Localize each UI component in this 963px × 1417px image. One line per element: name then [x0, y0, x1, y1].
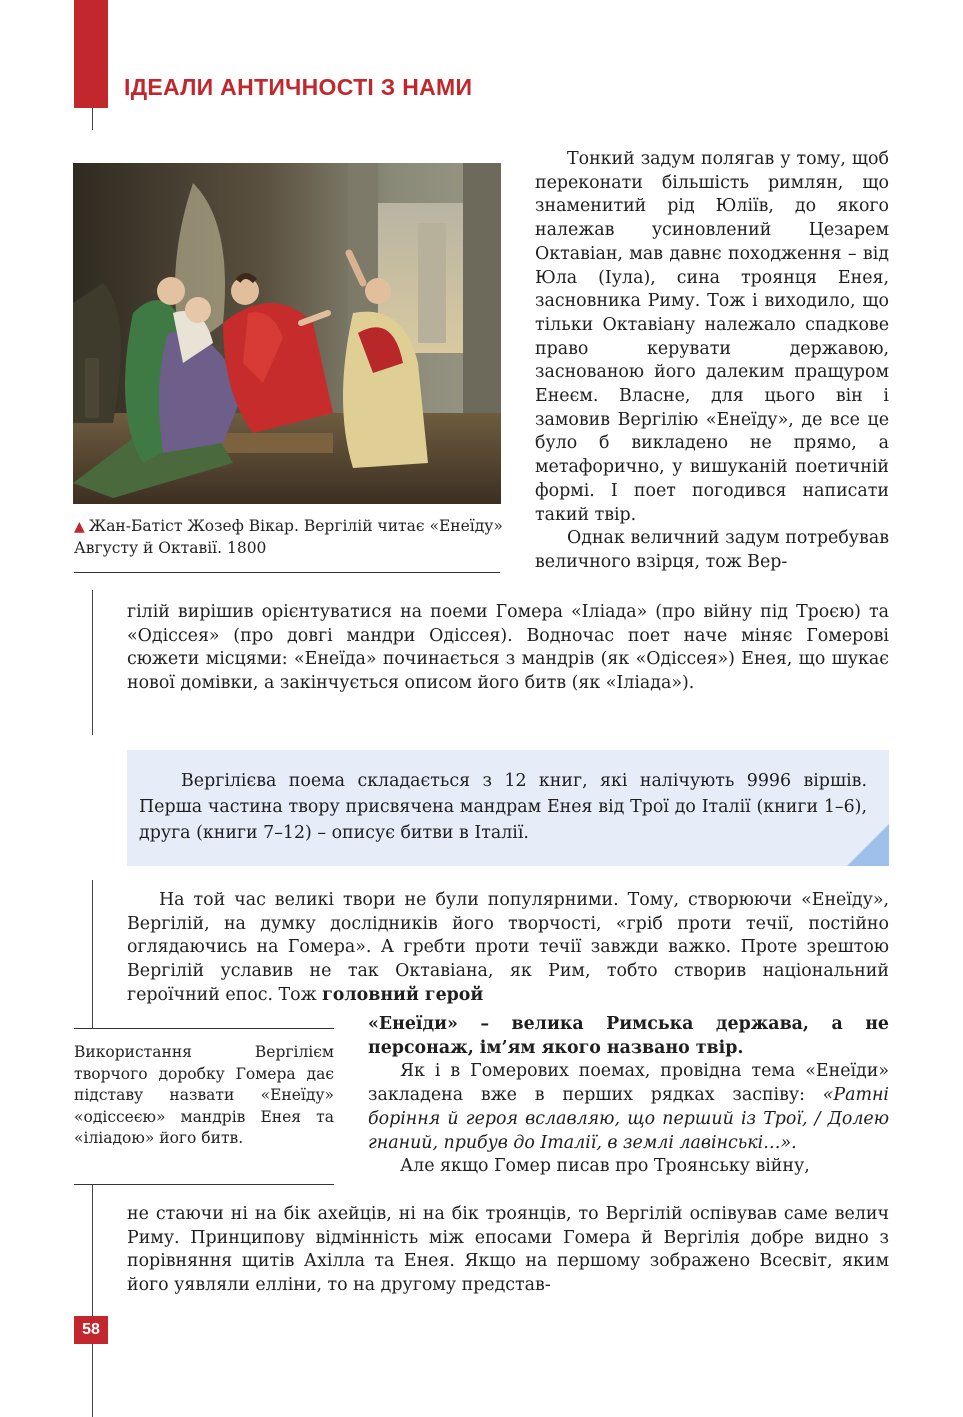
- paragraph-text: Як і в Гомерових поемах, провідна тема «Енеїди» закладена вже в перших рядках заспіву:: [368, 1061, 889, 1106]
- caption-text: Жан-Батіст Жозеф Вікар. Вергілій читає «Енеїду» Августу й Октавії. 1800: [74, 517, 503, 557]
- header-accent-bar: [74, 0, 108, 108]
- paragraph-start: Однак величний задум потребував величного взірця, тож Вер-: [535, 528, 889, 572]
- paragraph-text: На той час великі твори не були популярними. Тому, створюючи «Енеїду», Вергілій, на думку дослідників його творчості, «гріб проти течії, постійно оглядаючись на Гомера». А гребти проти течії завжди важко. Проте зрештою Вергілій уславив не так Октавіана, як Рим, тобто створив національний героїчний епос. Тож: [127, 890, 889, 1005]
- margin-rule: [92, 108, 93, 130]
- paragraph-start: Але якщо Гомер писав про Троянську війну,: [400, 1156, 810, 1177]
- margin-rule: [92, 1344, 93, 1417]
- paragraph-continuation: гілій вирішив орієнтуватися на поеми Гомера «Іліада» (про війну під Троєю) та «Одіссея» (про довгі мандри Одіссея). Водночас поет наче міняє Гомерові сюжети місцями: «Енеїда» починається з мандрів (як «Одіссея») Енея, що шукає нової домівки, а закінчується описом його битв (як «Іліада»).: [127, 602, 889, 694]
- section-title: ІДЕАЛИ АНТИЧНОСТІ З НАМИ: [124, 74, 473, 100]
- right-column-text: [368, 1013, 889, 1179]
- margin-rule: [92, 880, 93, 1028]
- sidenote-rule: [74, 1184, 334, 1185]
- right-column-text: [535, 148, 889, 575]
- bold-emphasis: «Енеїди» – велика Римська держава, а не персонаж, ім’ям якого названо твір.: [368, 1014, 889, 1058]
- margin-rule: [92, 1184, 93, 1316]
- caption-rule: [74, 572, 500, 573]
- page-number: 58: [74, 1316, 108, 1344]
- margin-rule: [92, 590, 93, 735]
- info-box: [127, 750, 889, 866]
- painting-illustration: [73, 163, 501, 504]
- bold-emphasis: головний герой: [322, 984, 484, 1005]
- corner-fold-icon: [847, 824, 889, 866]
- paragraph-continuation: не стаючи ні на бік ахейців, ні на бік троянців, то Вергілій оспівував саме велич Риму. Принципову відмінність між епосами Гомера й Вергілія добре видно з порівняння щитів Ахілла та Енея. Якщо на першому зображено Всесвіт, яким його уявляли елліни, то на другому представ-: [127, 1204, 889, 1296]
- sidenote-rule: [74, 1028, 334, 1029]
- info-box-text: Вергілієва поема складається з 12 книг, які налічують 9996 віршів. Перша частина твору присвячена мандрам Енея від Трої до Італії (книги 1–6), друга (книги 7–12) – описує битви в Італії.: [139, 771, 867, 843]
- full-width-text: [127, 1203, 889, 1298]
- poem-quote: «Ратні боріння й героя вславляю, що перший із Трої, / Долею гнаний, прибув до Італії, в землі лавінські…».: [368, 1085, 889, 1153]
- sidenote: Використання Вергілієм творчого доробку Гомера дає підставу назвати «Енеїду» «одіссеєю» мандрів Енея та «іліадою» його битв.: [74, 1043, 334, 1148]
- figure-caption: [74, 516, 504, 559]
- full-width-text: [127, 601, 889, 696]
- paragraph: Тонкий задум полягав у тому, щоб переконати більшість римлян, що знаменитий рід Юліїв, до якого належав усиновлений Цезарем Октавіан, мав давнє походження – від Юла (Іула), сина троянця Енея, засновника Риму. Тож і виходило, що тільки Октавіану належало спадкове право керувати державою, заснованою його далеким пращуром Енеєм. Власне, для цього він і замовив Вергілію «Енеїду», де все це було б викладено не прямо, а метафорично, у вишуканій поетичній формі. І поет погодився написати такий твір.: [535, 149, 889, 525]
- paragraph-continuation: [368, 1013, 889, 1060]
- paragraph: [127, 889, 889, 1008]
- paragraph: [368, 1060, 889, 1155]
- caption-marker-icon: ▲: [74, 519, 85, 535]
- full-width-text: [127, 889, 889, 1008]
